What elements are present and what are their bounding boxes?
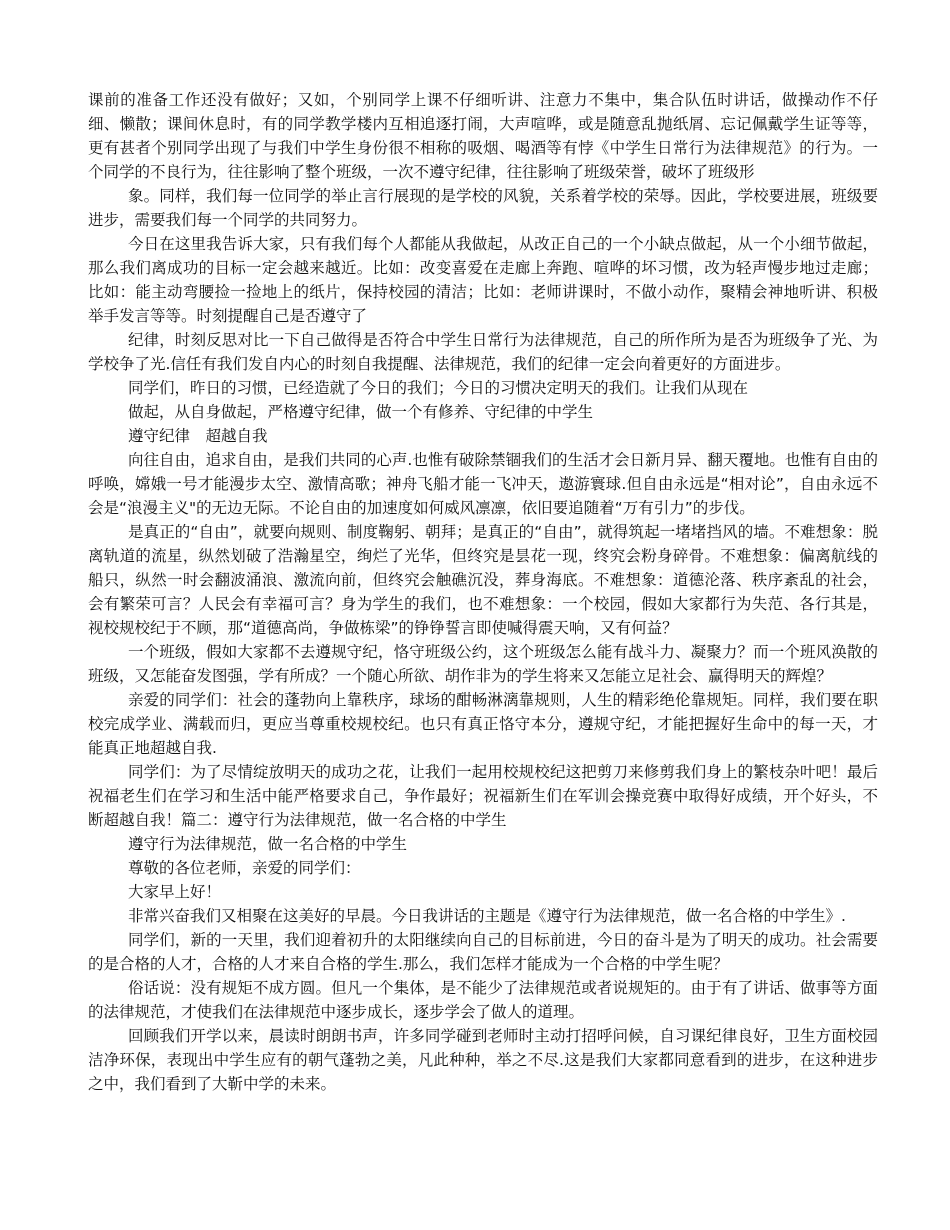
paragraph: 纪律，时刻反思对比一下自己做得是否符合中学生日常行为法律规范，自己的所作所为是否为班级争了光、为学校争了光.信任有我们发自内心的时刻自我提醒、法律规范，我们的纪律一定会向着更好的方面进步。 xyxy=(88,331,878,373)
paragraph: 遵守纪律 超越自我 xyxy=(128,427,268,445)
paragraph: 课前的准备工作还没有做好；又如，个别同学上课不仔细听讲、注意力不集中，集合队伍时讲话，做操动作不仔细、懒散；课间休息时，有的同学教学楼内互相追逐打闹，大声喧哗，或是随意乱抛纸屑、忘记佩戴学生证等等，更有甚者个别同学出现了与我们中学生身份很不相称的吸烟、喝酒等有悖《中学生日常行为法律规范》的行为。一个同学的不良行为，往往影响了整个班级，一次不遵守纪律，往往影响了班级荣誉，破坏了班级形 xyxy=(88,91,878,181)
paragraph: 象。同样，我们每一位同学的举止言行展现的是学校的风貌，关系着学校的荣辱。因此，学校要进展，班级要进步，需要我们每一个同学的共同努力。 xyxy=(88,187,878,229)
paragraph: 是真正的“自由”，就要向规则、制度鞠躬、朝拜；是真正的“自由”，就得筑起一堵堵挡风的墙。不难想象：脱离轨道的流星，纵然划破了浩瀚星空，绚烂了光华，但终究是昙花一现，终究会粉身碎骨。不难想象：偏离航线的船只，纵然一时会翻波涌浪、激流向前，但终究会触礁沉没，葬身海底。不难想象：道德沦落、秩序紊乱的社会，会有繁荣可言？人民会有幸福可言？身为学生的我们，也不难想象：一个校园，假如大家都行为失范、各行其是，视校规校纪于不顾，那“道德高尚，争做栋梁”的铮铮誓言即使喊得震天响，又有何益？ xyxy=(88,523,878,637)
paragraph: 同学们：为了尽情绽放明天的成功之花，让我们一起用校规校纪这把剪刀来修剪我们身上的繁枝杂叶吧！最后祝福老生们在学习和生活中能严格要求自己，争作最好；祝福新生们在军训会操竞赛中取得好成绩，开个好头，不断超越自我！篇二：遵守行为法律规范，做一名合格的中学生 xyxy=(88,763,878,829)
paragraph: 做起，从自身做起，严格遵守纪律，做一个有修养、守纪律的中学生 xyxy=(128,403,594,421)
paragraph: 大家早上好！ xyxy=(128,883,222,901)
paragraph: 尊敬的各位老师，亲爱的同学们： xyxy=(128,859,361,877)
paragraph: 遵守行为法律规范，做一名合格的中学生 xyxy=(128,835,408,853)
paragraph: 亲爱的同学们：社会的蓬勃向上靠秩序，球场的酣畅淋漓靠规则，人生的精彩绝伦靠规矩。同样，我们要在职校完成学业、满载而归，更应当尊重校规校纪。也只有真正恪守本分，遵规守纪，才能把握好生命中的每一天，才能真正地超越自我. xyxy=(88,691,878,757)
paragraph: 非常兴奋我们又相聚在这美好的早晨。今日我讲话的主题是《遵守行为法律规范，做一名合格的中学生》. xyxy=(128,907,846,925)
paragraph: 回顾我们开学以来，晨读时朗朗书声，许多同学碰到老师时主动打招呼问候，自习课纪律良好，卫生方面校园洁净环保，表现出中学生应有的朝气蓬勃之美，凡此种种，举之不尽.这是我们大家都同意看到的进步，在这种进步之中，我们看到了大靳中学的未来。 xyxy=(88,1027,878,1093)
paragraph: 同学们，新的一天里，我们迎着初升的太阳继续向自己的目标前进，今日的奋斗是为了明天的成功。社会需要的是合格的人才，合格的人才来自合格的学生.那么，我们怎样才能成为一个合格的中学生呢？ xyxy=(88,931,878,973)
document-page xyxy=(88,88,878,1096)
paragraph: 今日在这里我告诉大家，只有我们每个人都能从我做起，从改正自己的一个小缺点做起，从一个小细节做起，那么我们离成功的目标一定会越来越近。比如：改变喜爱在走廊上奔跑、喧哗的坏习惯，改为轻声慢步地过走廊；比如：能主动弯腰捡一捡地上的纸片，保持校园的清洁；比如：老师讲课时，不做小动作，聚精会神地听讲、积极举手发言等等。时刻提醒自己是否遵守了 xyxy=(88,235,878,325)
paragraph: 一个班级，假如大家都不去遵规守纪，恪守班级公约，这个班级怎么能有战斗力、凝聚力？而一个班风涣散的班级，又怎能奋发图强，学有所成？一个随心所欲、胡作非为的学生将来又怎能立足社会、赢得明天的辉煌？ xyxy=(88,643,878,685)
paragraph: 同学们，昨日的习惯，已经造就了今日的我们；今日的习惯决定明天的我们。让我们从现在 xyxy=(128,379,749,397)
paragraph: 向往自由，追求自由，是我们共同的心声.也惟有破除禁锢我们的生活才会日新月异、翻天覆地。也惟有自由的呼唤，嫦娥一号才能漫步太空、激情高歌；神舟飞船才能一飞冲天，遨游寰球.但自由永远是“相对论”，自由永远不会是“浪漫主义"的无边无际。不论自由的加速度如何威风凛凛，依旧要追随着“万有引力”的步伐。 xyxy=(88,451,878,517)
paragraph: 俗话说：没有规矩不成方圆。但凡一个集体，是不能少了法律规范或者说规矩的。由于有了讲话、做事等方面的法律规范，才使我们在法律规范中逐步成长，逐步学会了做人的道理。 xyxy=(88,979,878,1021)
